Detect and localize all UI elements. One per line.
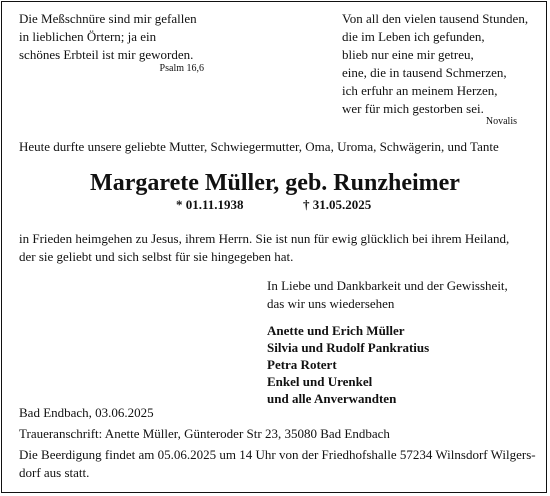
intro-text: Heute durfte unsere geliebte Mutter, Schwiegermutter, Oma, Uroma, Schwägerin, und Tante bbox=[19, 139, 499, 154]
mourner-entry: Anette und Erich Müller bbox=[267, 323, 405, 338]
passing-text-line: in Frieden heimgehen zu Jesus, ihrem Herrn. Sie ist nun für ewig glücklich bei ihrem Heiland, bbox=[19, 231, 510, 246]
death-date: † 31.05.2025 bbox=[303, 197, 372, 212]
funeral-info-line: dorf aus statt. bbox=[19, 465, 90, 480]
mourner-entry: Enkel und Urenkel bbox=[267, 374, 373, 389]
farewell-line: das wir uns wiedersehen bbox=[267, 296, 395, 311]
mourners-list bbox=[267, 322, 537, 407]
novalis-poem bbox=[342, 10, 529, 128]
poem-line: die im Leben ich gefunden, bbox=[342, 29, 485, 44]
mourning-address: Traueranschrift: Anette Müller, Günteroder Str 23, 35080 Bad Endbach bbox=[19, 426, 390, 441]
psalm-quote bbox=[19, 10, 204, 75]
poem-source: Novalis bbox=[485, 116, 517, 127]
birth-date: * 01.11.1938 bbox=[176, 197, 244, 212]
farewell-line: In Liebe und Dankbarkeit und der Gewissheit, bbox=[267, 278, 508, 293]
poem-line: eine, die in tausend Schmerzen, bbox=[342, 65, 507, 80]
poem-line: wer für mich gestorben sei. bbox=[342, 101, 484, 116]
psalm-source: Psalm 16,6 bbox=[159, 63, 204, 74]
place-and-date: Bad Endbach, 03.06.2025 bbox=[19, 405, 154, 420]
psalm-quote-line: Die Meßschnüre sind mir gefallen bbox=[19, 11, 197, 26]
psalm-quote-line: in lieblichen Örtern; ja ein bbox=[19, 29, 157, 44]
passing-text bbox=[19, 230, 534, 266]
passing-text-line: der sie geliebt und sich selbst für sie hingegeben hat. bbox=[19, 249, 294, 264]
mourner-entry: und alle Anverwandten bbox=[267, 391, 397, 406]
poem-line: blieb nur eine mir getreu, bbox=[342, 47, 474, 62]
poem-line: Von all den vielen tausend Stunden, bbox=[342, 11, 529, 26]
funeral-info bbox=[19, 446, 535, 482]
mourner-entry: Petra Rotert bbox=[267, 357, 337, 372]
mourner-entry: Silvia und Rudolf Pankratius bbox=[267, 340, 430, 355]
deceased-name: Margarete Müller, geb. Runzheimer bbox=[90, 170, 460, 196]
psalm-quote-line: schönes Erbteil ist mir geworden. bbox=[19, 47, 194, 62]
poem-line: ich erfuhr an meinem Herzen, bbox=[342, 83, 498, 98]
farewell-text bbox=[267, 277, 537, 313]
funeral-info-line: Die Beerdigung findet am 05.06.2025 um 14 Uhr von der Friedhofshalle 57234 Wilnsdorf Wilgers- bbox=[19, 447, 536, 462]
